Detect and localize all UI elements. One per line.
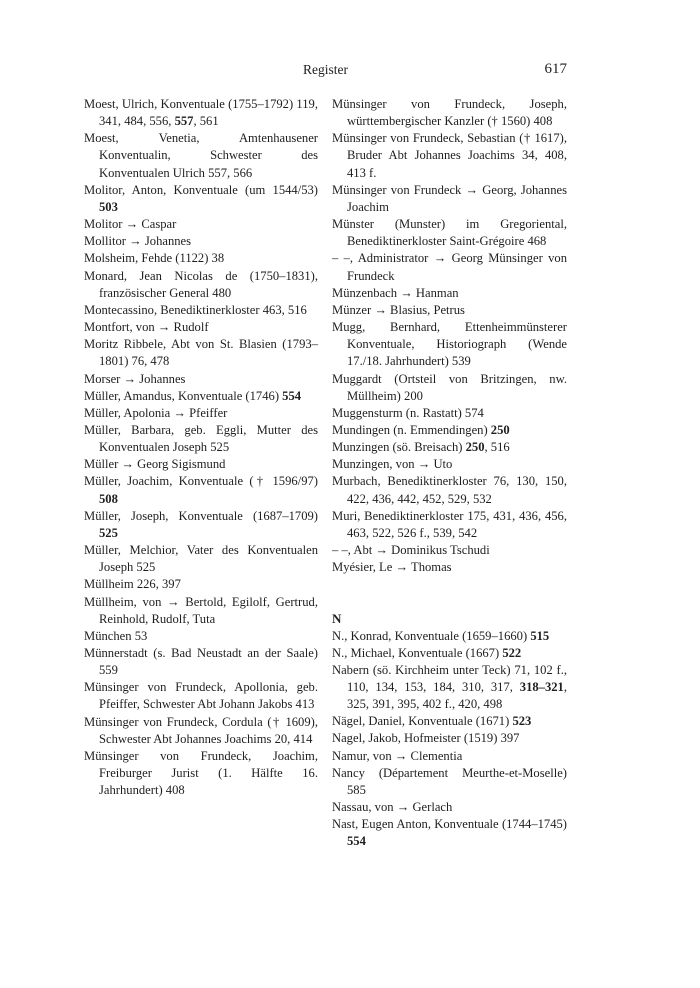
- index-entry: Nabern (sö. Kirchheim unter Teck) 71, 102 f., 110, 134, 153, 184, 310, 317, 318–321, 325, 391, 395, 402 f., 420, 498: [332, 662, 567, 712]
- index-entry: Moest, Venetia, Amtenhausener Konventualin, Schwester des Konventualen Ulrich 557, 566: [84, 131, 318, 180]
- index-entry: – –, Abt → Dominikus Tschudi: [332, 543, 490, 558]
- index-entry: Molsheim, Fehde (1122) 38: [84, 251, 225, 266]
- index-entry: Müller, Amandus, Konventuale (1746) 554: [84, 388, 302, 403]
- bold-page-ref: 554: [347, 834, 366, 849]
- index-entry: Müller, Melchior, Vater des Konventualen Joseph 525: [84, 543, 318, 575]
- index-entry: Müller, Barbara, geb. Eggli, Mutter des Konventualen Joseph 525: [84, 422, 318, 455]
- index-entry: Müller, Joseph, Konventuale (1687–1709) 525: [84, 508, 318, 540]
- section-letter: N: [332, 611, 342, 627]
- index-entry: Müllheim, von → Bertold, Egilolf, Gertrud, Reinhold, Rudolf, Tuta: [84, 594, 318, 626]
- index-entry: Münsinger von Frundeck, Apollonia, geb. Pfeiffer, Schwester Abt Johann Jakobs 413: [84, 680, 318, 712]
- bold-page-ref: 508: [99, 491, 118, 506]
- index-entry: Nagel, Jakob, Hofmeister (1519) 397: [332, 731, 520, 746]
- index-entry: Murbach, Benediktinerkloster 76, 130, 150, 422, 436, 442, 452, 529, 532: [332, 474, 567, 506]
- index-entry: Nägel, Daniel, Konventuale (1671) 523: [332, 714, 532, 729]
- index-entry: Müllheim 226, 397: [84, 577, 181, 592]
- bold-page-ref: 554: [282, 388, 302, 403]
- index-entry: N., Michael, Konventuale (1667) 522: [332, 645, 522, 660]
- index-entry: Münsinger von Frundeck → Georg, Johannes Joachim: [332, 182, 567, 214]
- bold-page-ref: 557: [174, 114, 194, 129]
- bold-page-ref: 523: [512, 714, 532, 729]
- index-entry: Mugg, Bernhard, Ettenheimmünsterer Konventuale, Historiograph (Wende 17./18. Jahrhundert) 539: [332, 320, 567, 369]
- index-entry: Nast, Eugen Anton, Konventuale (1744–1745) 554: [332, 817, 567, 849]
- bold-page-ref: 250: [490, 422, 510, 437]
- index-entry: Moest, Ulrich, Konventuale (1755–1792) 119, 341, 484, 556, 557, 561: [84, 97, 318, 129]
- index-entry: Molitor → Caspar: [84, 217, 177, 232]
- index-entry: – –, Administrator → Georg Münsinger von Frundeck: [332, 251, 567, 283]
- right-entries: [332, 96, 567, 576]
- index-entry: Muri, Benediktinerkloster 175, 431, 436, 456, 463, 522, 526 f., 539, 542: [332, 508, 567, 540]
- left-column: [84, 96, 318, 799]
- index-entry: Nassau, von → Gerlach: [332, 800, 453, 815]
- index-entry: Muggardt (Ortsteil von Britzingen, nw. Müllheim) 200: [332, 371, 567, 403]
- index-entry: Münsinger von Frundeck, Joachim, Freiburger Jurist (1. Hälfte 16. Jahrhundert) 408: [84, 748, 318, 798]
- index-entry: Münster (Munster) im Gregoriental, Benediktinerkloster Saint-Grégoire 468: [332, 217, 567, 249]
- page-header: [84, 62, 567, 80]
- bold-page-ref: 515: [530, 628, 550, 643]
- bold-page-ref: 525: [99, 525, 118, 540]
- page-number: 617: [544, 61, 567, 77]
- index-entry: Molitor, Anton, Konventuale (um 1544/53) 503: [84, 182, 318, 214]
- bold-page-ref: 503: [99, 199, 118, 214]
- bold-page-ref: 318–321: [519, 680, 564, 694]
- n-section-entries: [332, 628, 567, 851]
- right-column: [332, 96, 567, 851]
- index-entry: Morser → Johannes: [84, 371, 186, 386]
- index-entry: Montecassino, Benediktinerkloster 463, 516: [84, 302, 307, 317]
- running-title: Register: [303, 62, 348, 77]
- bold-page-ref: 522: [502, 645, 522, 660]
- index-entry: Münsinger von Frundeck, Joseph, württembergischer Kanzler († 1560) 408: [332, 97, 567, 129]
- index-entry: Müller → Georg Sigismund: [84, 457, 226, 472]
- index-entry: Moritz Ribbele, Abt von St. Blasien (1793–1801) 76, 478: [84, 337, 318, 369]
- bold-page-ref: 250: [465, 440, 485, 455]
- index-entry: Mundingen (n. Emmendingen) 250: [332, 422, 510, 437]
- index-entry: Muggensturm (n. Rastatt) 574: [332, 405, 484, 420]
- index-entry: Müller, Joachim, Konventuale († 1596/97) 508: [84, 474, 318, 506]
- index-entry: Monard, Jean Nicolas de (1750–1831), französischer General 480: [84, 268, 318, 300]
- index-entry: Müller, Apolonia → Pfeiffer: [84, 405, 228, 420]
- index-entry: Namur, von → Clementia: [332, 748, 463, 763]
- index-entry: Nancy (Département Meurthe-et-Moselle) 585: [332, 765, 567, 797]
- index-entry: Myésier, Le → Thomas: [332, 560, 452, 575]
- index-entry: Münsinger von Frundeck, Sebastian († 1617), Bruder Abt Johannes Joachims 34, 408, 413 f.: [332, 131, 567, 180]
- index-entry: Münzer → Blasius, Petrus: [332, 302, 465, 317]
- index-entry: Münzenbach → Hanman: [332, 285, 459, 300]
- index-entry: Münsinger von Frundeck, Cordula († 1609), Schwester Abt Johannes Joachims 20, 414: [84, 714, 318, 746]
- index-entry: München 53: [84, 628, 148, 643]
- index-entry: N., Konrad, Konventuale (1659–1660) 515: [332, 628, 550, 643]
- index-entry: Munzingen (sö. Breisach) 250, 516: [332, 440, 510, 455]
- section-spacer: [332, 576, 567, 610]
- index-entry: Munzingen, von → Uto: [332, 457, 453, 472]
- index-entry: Montfort, von → Rudolf: [84, 320, 209, 335]
- index-entry: Münnerstadt (s. Bad Neustadt an der Saale) 559: [84, 646, 318, 678]
- index-entry: Mollitor → Johannes: [84, 234, 192, 249]
